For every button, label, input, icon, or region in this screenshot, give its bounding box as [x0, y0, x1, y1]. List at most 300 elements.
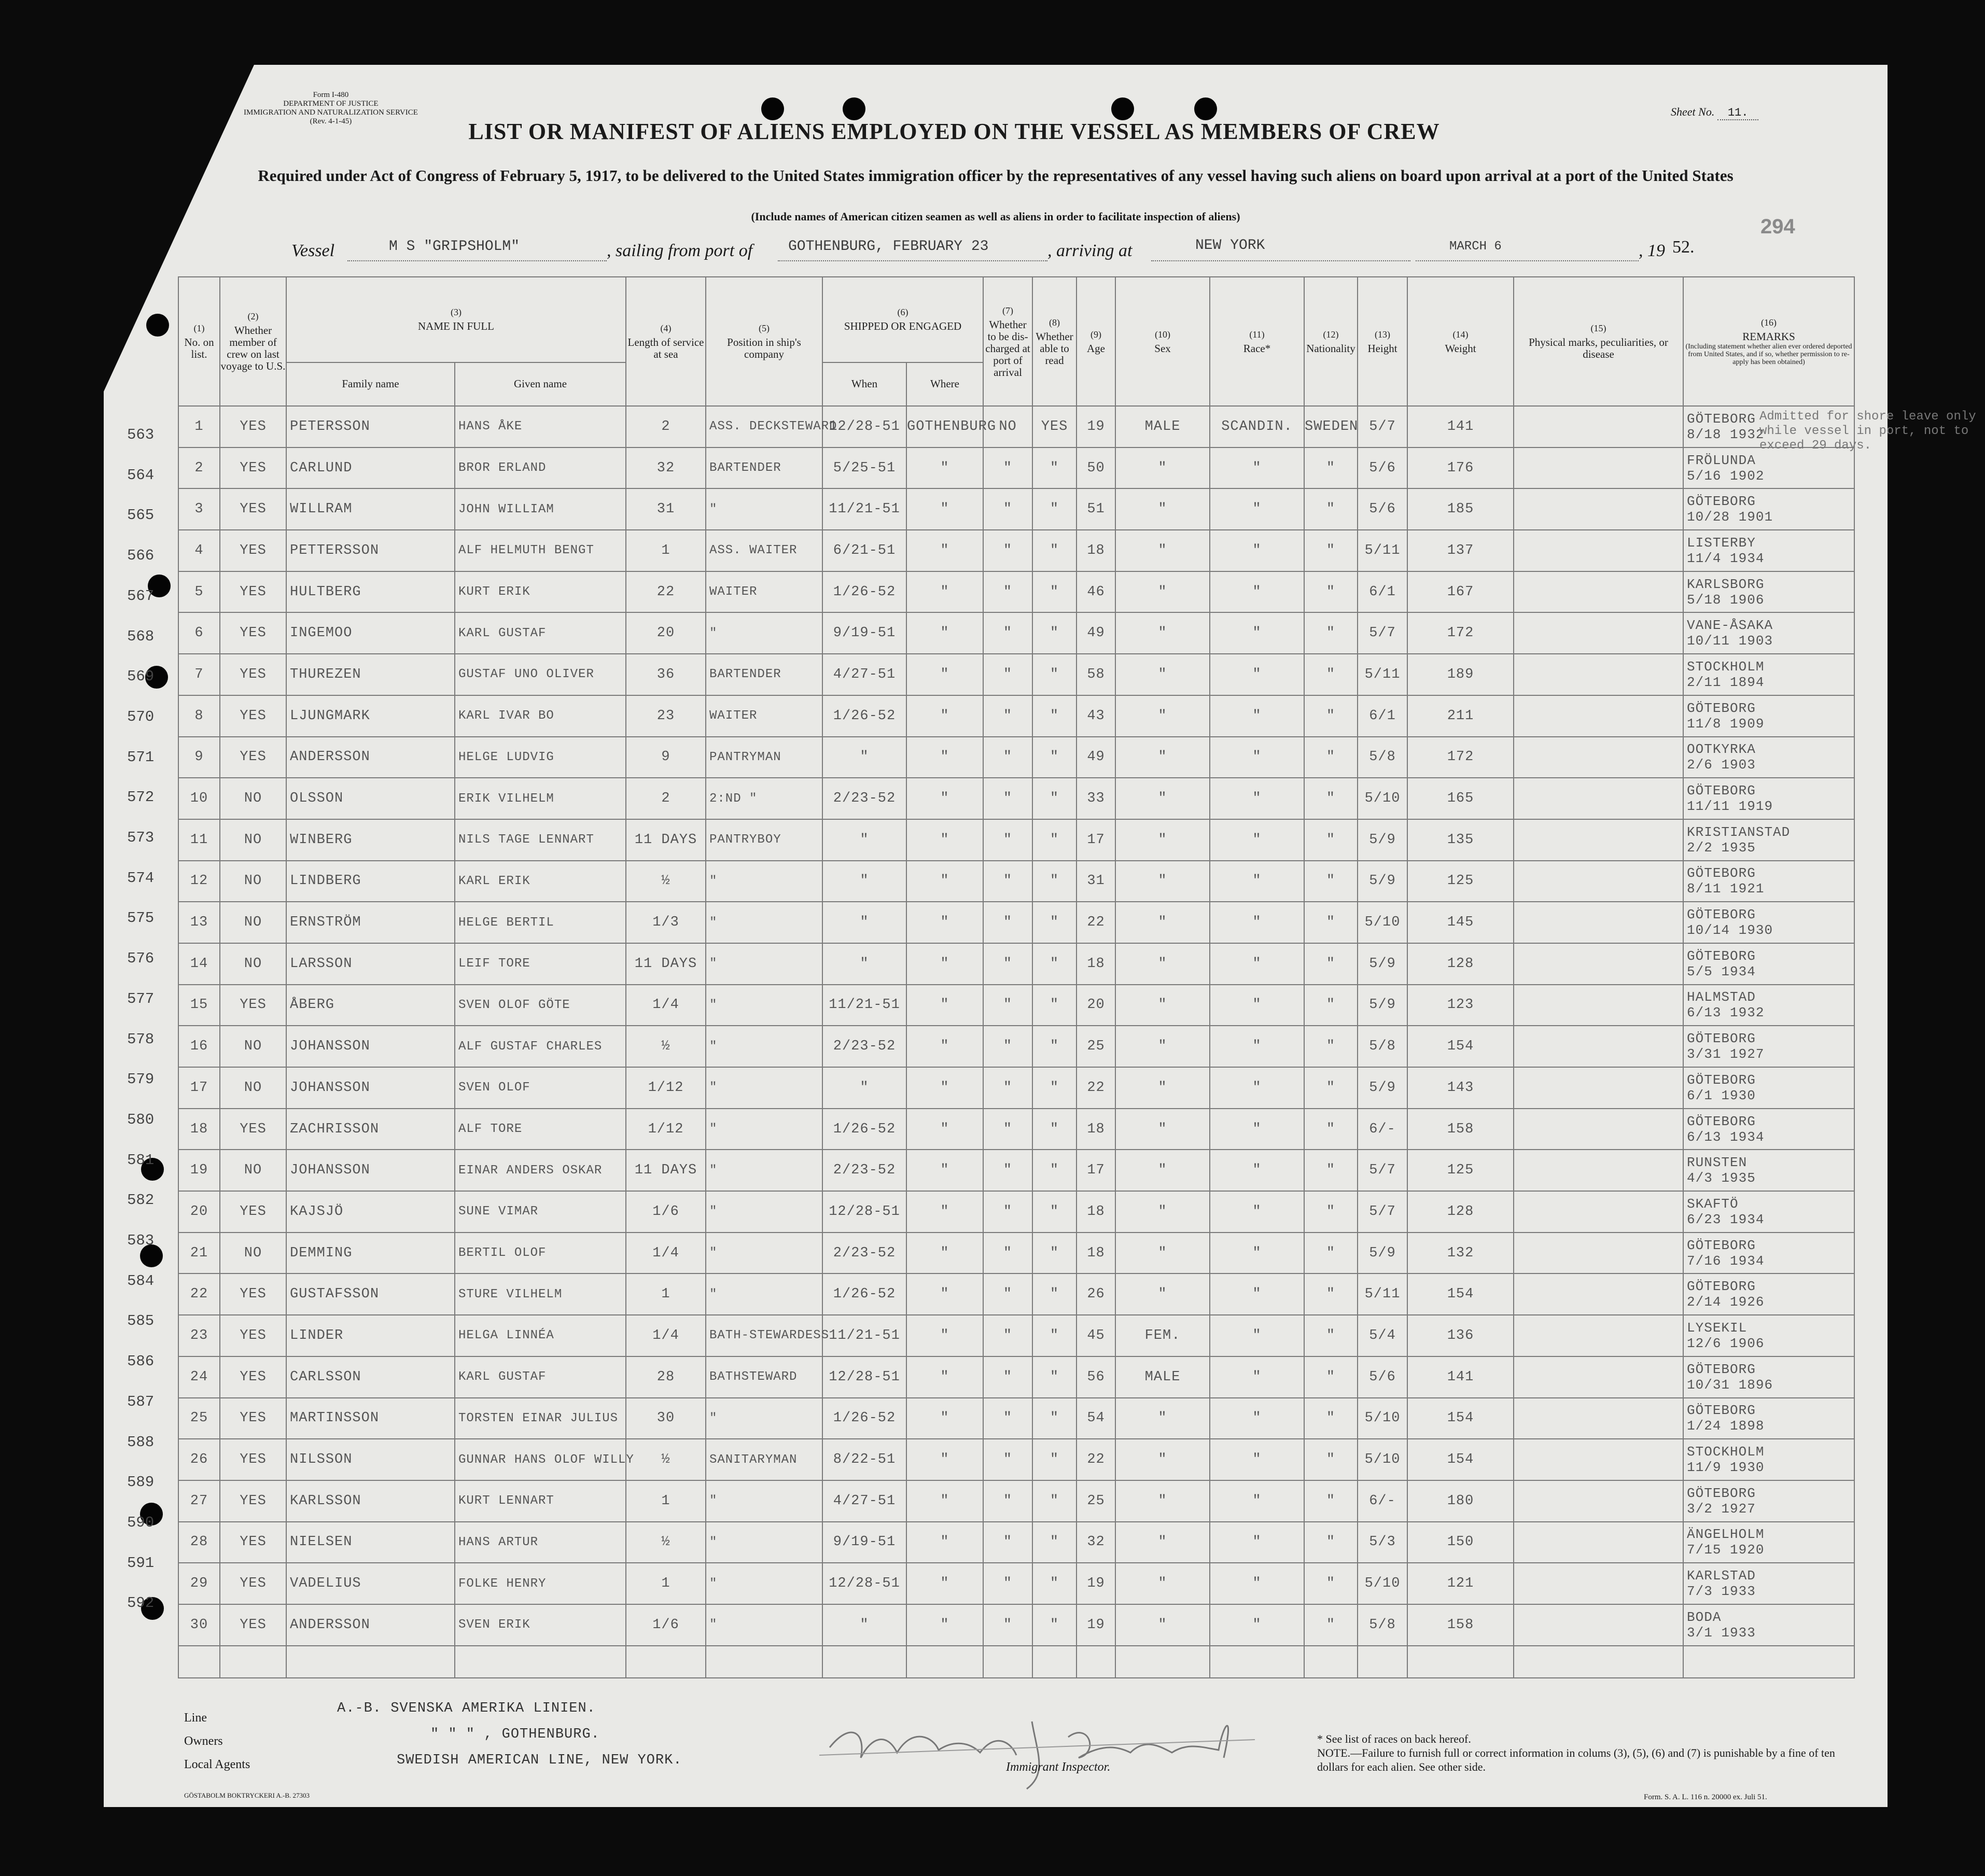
remarks-birthplace: GÖTEBORG [1687, 907, 1756, 923]
cell-when: 2/23-52 [822, 1233, 906, 1274]
cell-blank [455, 1646, 626, 1678]
cell-given: EINAR ANDERS OSKAR [455, 1150, 626, 1191]
cell-read: " [1032, 530, 1077, 571]
cell-race: " [1210, 1315, 1304, 1356]
remarks-birthplace: OOTKYRKA [1687, 741, 1756, 758]
cell-family: ÅBERG [286, 985, 455, 1026]
cell-position: SANITARYMAN [706, 1439, 822, 1480]
cell-sex: MALE [1115, 1356, 1210, 1398]
cell-blank [1077, 1646, 1115, 1678]
page-subtitle: Required under Act of Congress of February 5, 1917, to be delivered to the United States immigration officer by the representatives of any vessel having such aliens on board upon arrival at a port of the United States [258, 166, 1734, 185]
cell-remarks [1683, 612, 1854, 654]
cell-race: " [1210, 1273, 1304, 1315]
cell-sex: " [1115, 654, 1210, 695]
row-stamp-number: 586 [127, 1353, 155, 1370]
remarks-birthplace: KRISTIANSTAD [1687, 824, 1791, 840]
remarks-birthplace: GÖTEBORG [1687, 1072, 1756, 1088]
cell-given: ALF GUSTAF CHARLES [455, 1026, 626, 1067]
cell-family: JOHANSSON [286, 1026, 455, 1067]
cell-weight: 176 [1407, 447, 1514, 489]
cell-given: GUSTAF UNO OLIVER [455, 654, 626, 695]
remarks-birthplace: GÖTEBORG [1687, 865, 1756, 881]
cell-age: 19 [1077, 1604, 1115, 1646]
cell-yes: NO [220, 1067, 286, 1109]
cell-remarks [1683, 1233, 1854, 1274]
row-stamp-number: 574 [127, 869, 155, 887]
row-stamp-number: 578 [127, 1030, 155, 1048]
cell-height: 5/9 [1358, 819, 1407, 861]
cell-nat: " [1304, 1067, 1358, 1109]
remarks-birthdate: 6/1 1930 [1687, 1087, 1756, 1103]
cell-height: 5/7 [1358, 1150, 1407, 1191]
cell-sex: " [1115, 1150, 1210, 1191]
cell-disch: NO [983, 406, 1032, 447]
cell-family: DEMMING [286, 1233, 455, 1274]
sheet-number-value: 11. [1717, 106, 1759, 120]
cell-weight: 180 [1407, 1480, 1514, 1522]
table-row [178, 695, 1854, 737]
cell-read: " [1032, 612, 1077, 654]
cell-yes: YES [220, 488, 286, 530]
cell-age: 54 [1077, 1398, 1115, 1439]
cell-length: 1/4 [626, 1315, 706, 1356]
cell-length: ½ [626, 861, 706, 902]
cell-weight: 128 [1407, 943, 1514, 985]
cell-family: JOHANSSON [286, 1067, 455, 1109]
cell-where: " [906, 1563, 983, 1604]
cell-race: " [1210, 985, 1304, 1026]
cell-nat: " [1304, 695, 1358, 737]
table-row [178, 1233, 1854, 1274]
owners-label: Owners [184, 1734, 223, 1748]
cell-given: HELGA LINNÉA [455, 1315, 626, 1356]
cell-age: 17 [1077, 819, 1115, 861]
cell-read: " [1032, 943, 1077, 985]
cell-sex: " [1115, 737, 1210, 778]
cell-physical-marks [1514, 1398, 1683, 1439]
cell-weight: 158 [1407, 1109, 1514, 1150]
footer-notes: * See list of races on back hereof. NOTE.—Failure to furnish full or correct information in colums (3), (5), (6) and (7) is punishable by a fine of ten dollars for each alien. See other side. [1317, 1732, 1835, 1773]
cell-height: 5/11 [1358, 654, 1407, 695]
cell-age: 49 [1077, 612, 1115, 654]
header-family-name: Family name [286, 362, 455, 406]
inspector-signature [809, 1690, 1265, 1794]
cell-height: 5/8 [1358, 737, 1407, 778]
remarks-birthdate: 7/16 1934 [1687, 1253, 1765, 1269]
cell-nat: " [1304, 1026, 1358, 1067]
cell-where: " [906, 1109, 983, 1150]
row-stamp-number: 584 [127, 1272, 155, 1290]
cell-position: BATH-STEWARDESS [706, 1315, 822, 1356]
cell-physical-marks [1514, 488, 1683, 530]
cell-sex: " [1115, 1563, 1210, 1604]
header-height: (13) Height [1358, 277, 1407, 406]
row-stamp-number: 579 [127, 1071, 155, 1088]
cell-sex: FEM. [1115, 1315, 1210, 1356]
cell-nat: " [1304, 1480, 1358, 1522]
cell-no: 23 [178, 1315, 220, 1356]
cell-read: " [1032, 1439, 1077, 1480]
cell-length: 1/6 [626, 1604, 706, 1646]
header-position: (5) Position in ship's company [706, 277, 822, 406]
cell-position: " [706, 488, 822, 530]
cell-yes: YES [220, 695, 286, 737]
cell-position: PANTRYBOY [706, 819, 822, 861]
cell-where: " [906, 819, 983, 861]
cell-length: 1/3 [626, 902, 706, 943]
cell-family: ANDERSSON [286, 737, 455, 778]
cell-when: 12/28-51 [822, 1356, 906, 1398]
cell-disch: " [983, 1067, 1032, 1109]
cell-no: 13 [178, 902, 220, 943]
cell-remarks [1683, 861, 1854, 902]
cell-nat: " [1304, 778, 1358, 819]
cell-where: " [906, 654, 983, 695]
cell-weight: 137 [1407, 530, 1514, 571]
remarks-birthplace: FRÖLUNDA [1687, 452, 1756, 468]
cell-sex: " [1115, 1398, 1210, 1439]
remarks-birthdate: 6/13 1934 [1687, 1129, 1765, 1145]
cell-blank [626, 1646, 706, 1678]
remarks-birthdate: 10/14 1930 [1687, 922, 1773, 939]
cell-when: 2/23-52 [822, 1026, 906, 1067]
cell-when: 4/27-51 [822, 654, 906, 695]
cell-nat: " [1304, 902, 1358, 943]
cell-where: " [906, 902, 983, 943]
cell-nat: " [1304, 488, 1358, 530]
row-stamp-number: 569 [127, 668, 155, 685]
cell-length: 20 [626, 612, 706, 654]
cell-height: 5/8 [1358, 1026, 1407, 1067]
cell-race: " [1210, 654, 1304, 695]
cell-no: 8 [178, 695, 220, 737]
cell-family: PETERSSON [286, 406, 455, 447]
cell-given: JOHN WILLIAM [455, 488, 626, 530]
cell-sex: " [1115, 1439, 1210, 1480]
cell-weight: 165 [1407, 778, 1514, 819]
cell-family: KAJSJÖ [286, 1191, 455, 1233]
cell-given: KURT ERIK [455, 571, 626, 613]
cell-age: 49 [1077, 737, 1115, 778]
form-identifier: Form I-480 DEPARTMENT OF JUSTICE IMMIGRATION AND NATURALIZATION SERVICE (Rev. 4-1-45) [244, 91, 418, 125]
cell-age: 20 [1077, 985, 1115, 1026]
cell-remarks [1683, 1563, 1854, 1604]
cell-position: " [706, 1150, 822, 1191]
cell-weight: 145 [1407, 902, 1514, 943]
cell-blank [983, 1646, 1032, 1678]
cell-family: INGEMOO [286, 612, 455, 654]
cell-given: ALF TORE [455, 1109, 626, 1150]
cell-weight: 154 [1407, 1439, 1514, 1480]
cell-disch: " [983, 1150, 1032, 1191]
cell-length: 1 [626, 1273, 706, 1315]
cell-age: 22 [1077, 1439, 1115, 1480]
cell-weight: 136 [1407, 1315, 1514, 1356]
cell-position: " [706, 985, 822, 1026]
remarks-birthdate: 2/11 1894 [1687, 674, 1765, 690]
row-stamp-number: 576 [127, 950, 155, 968]
cell-race: " [1210, 530, 1304, 571]
cell-nat: " [1304, 1398, 1358, 1439]
cell-position: BATHSTEWARD [706, 1356, 822, 1398]
cell-remarks [1683, 1522, 1854, 1563]
cell-height: 5/9 [1358, 943, 1407, 985]
punch-hole [843, 97, 865, 120]
cell-no: 6 [178, 612, 220, 654]
cell-nat: " [1304, 1604, 1358, 1646]
cell-no: 15 [178, 985, 220, 1026]
cell-position: " [706, 1067, 822, 1109]
cell-yes: YES [220, 1398, 286, 1439]
cell-yes: NO [220, 778, 286, 819]
cell-age: 56 [1077, 1356, 1115, 1398]
cell-disch: " [983, 1315, 1032, 1356]
cell-blank [286, 1646, 455, 1678]
cell-height: 5/8 [1358, 1604, 1407, 1646]
cell-age: 18 [1077, 530, 1115, 571]
cell-yes: NO [220, 861, 286, 902]
cell-family: KARLSSON [286, 1480, 455, 1522]
cell-where: " [906, 571, 983, 613]
owners-value: " " " , GOTHENBURG. [430, 1727, 600, 1742]
cell-nat: " [1304, 1191, 1358, 1233]
cell-yes: YES [220, 1315, 286, 1356]
cell-no: 20 [178, 1191, 220, 1233]
cell-weight: 189 [1407, 654, 1514, 695]
cell-length: 22 [626, 571, 706, 613]
cell-where: " [906, 1273, 983, 1315]
cell-remarks [1683, 1315, 1854, 1356]
cell-sex: " [1115, 902, 1210, 943]
cell-no: 5 [178, 571, 220, 613]
cell-position: BARTENDER [706, 654, 822, 695]
cell-no: 22 [178, 1273, 220, 1315]
table-row [178, 1273, 1854, 1315]
cell-height: 5/9 [1358, 861, 1407, 902]
cell-height: 5/6 [1358, 447, 1407, 489]
cell-physical-marks [1514, 571, 1683, 613]
cell-age: 22 [1077, 902, 1115, 943]
remarks-birthplace: STOCKHOLM [1687, 659, 1765, 675]
header-nationality: (12) Nationality [1304, 277, 1358, 406]
cell-disch: " [983, 1191, 1032, 1233]
cell-nat: " [1304, 819, 1358, 861]
cell-age: 26 [1077, 1273, 1115, 1315]
cell-when: " [822, 943, 906, 985]
cell-weight: 154 [1407, 1273, 1514, 1315]
cell-position: " [706, 1233, 822, 1274]
cell-weight: 172 [1407, 612, 1514, 654]
cell-no: 1 [178, 406, 220, 447]
row-stamp-number: 572 [127, 789, 155, 806]
cell-when: 1/26-52 [822, 1273, 906, 1315]
cell-remarks [1683, 695, 1854, 737]
cell-nat: " [1304, 1522, 1358, 1563]
cell-nat: " [1304, 1109, 1358, 1150]
cell-when: 11/21-51 [822, 985, 906, 1026]
remarks-birthdate: 12/6 1906 [1687, 1335, 1765, 1351]
row-stamp-number: 585 [127, 1312, 155, 1330]
cell-disch: " [983, 1026, 1032, 1067]
cell-yes: YES [220, 1439, 286, 1480]
cell-length: 1/6 [626, 1191, 706, 1233]
cell-read: " [1032, 778, 1077, 819]
cell-race: " [1210, 1026, 1304, 1067]
cell-family: LINDBERG [286, 861, 455, 902]
cell-nat: " [1304, 1563, 1358, 1604]
cell-given: SVEN OLOF [455, 1067, 626, 1109]
table-row [178, 1191, 1854, 1233]
cell-when: 9/19-51 [822, 612, 906, 654]
cell-read: " [1032, 1522, 1077, 1563]
cell-race: " [1210, 1109, 1304, 1150]
cell-age: 25 [1077, 1026, 1115, 1067]
cell-nat: " [1304, 530, 1358, 571]
line-label: Line [184, 1711, 207, 1725]
cell-blank [1032, 1646, 1077, 1678]
cell-when: 5/25-51 [822, 447, 906, 489]
local-agents-label: Local Agents [184, 1758, 250, 1771]
cell-weight: 158 [1407, 1604, 1514, 1646]
header-shipped-when: When [822, 362, 906, 406]
cell-weight: 185 [1407, 488, 1514, 530]
cell-position: " [706, 1480, 822, 1522]
table-row [178, 1315, 1854, 1356]
arrival-date: MARCH 6 [1449, 240, 1502, 254]
cell-remarks [1683, 1398, 1854, 1439]
cell-where: " [906, 985, 983, 1026]
cell-yes: NO [220, 1150, 286, 1191]
cell-no: 14 [178, 943, 220, 985]
cell-where: " [906, 1150, 983, 1191]
row-stamp-number: 575 [127, 909, 155, 927]
cell-disch: " [983, 1480, 1032, 1522]
cell-where: " [906, 778, 983, 819]
cell-blank [906, 1646, 983, 1678]
cell-physical-marks [1514, 943, 1683, 985]
cell-height: 5/9 [1358, 1067, 1407, 1109]
cell-when: " [822, 902, 906, 943]
remarks-birthplace: LYSEKIL [1687, 1320, 1748, 1336]
cell-disch: " [983, 1356, 1032, 1398]
cell-nat: " [1304, 1356, 1358, 1398]
cell-family: WINBERG [286, 819, 455, 861]
cell-race: " [1210, 737, 1304, 778]
inspector-action-note: Admitted for shore leave only while vessel in port, not to exceed 29 days. [1759, 410, 1976, 453]
cell-position: PANTRYMAN [706, 737, 822, 778]
cell-read: " [1032, 902, 1077, 943]
table-row [178, 530, 1854, 571]
cell-length: 32 [626, 447, 706, 489]
cell-given: LEIF TORE [455, 943, 626, 985]
cell-where: " [906, 1604, 983, 1646]
cell-weight: 128 [1407, 1191, 1514, 1233]
cell-family: PETTERSSON [286, 530, 455, 571]
table-row [178, 1109, 1854, 1150]
cell-race: " [1210, 612, 1304, 654]
header-weight: (14) Weight [1407, 277, 1514, 406]
remarks-birthplace: GÖTEBORG [1687, 783, 1756, 799]
cell-weight: 154 [1407, 1398, 1514, 1439]
remarks-birthdate: 11/9 1930 [1687, 1460, 1765, 1476]
table-row [178, 985, 1854, 1026]
cell-when: 1/26-52 [822, 571, 906, 613]
cell-nat: " [1304, 654, 1358, 695]
cell-physical-marks [1514, 654, 1683, 695]
cell-length: 11 DAYS [626, 1150, 706, 1191]
cell-where: " [906, 1398, 983, 1439]
remarks-birthplace: GÖTEBORG [1687, 1279, 1756, 1295]
cell-when: 6/21-51 [822, 530, 906, 571]
cell-physical-marks [1514, 1109, 1683, 1150]
cell-read: " [1032, 1067, 1077, 1109]
table-row [178, 902, 1854, 943]
cell-physical-marks [1514, 612, 1683, 654]
cell-given: NILS TAGE LENNART [455, 819, 626, 861]
cell-yes: YES [220, 1522, 286, 1563]
cell-yes: YES [220, 1480, 286, 1522]
cell-race: " [1210, 861, 1304, 902]
cell-read: " [1032, 447, 1077, 489]
cell-sex: " [1115, 943, 1210, 985]
cell-blank [1304, 1646, 1358, 1678]
crew-rows [178, 406, 1854, 1678]
cell-race: " [1210, 819, 1304, 861]
cell-height: 5/6 [1358, 1356, 1407, 1398]
cell-given: HANS ARTUR [455, 1522, 626, 1563]
cell-when: 12/28-51 [822, 1191, 906, 1233]
cell-read: " [1032, 488, 1077, 530]
header-able-to-read: (8) Whether able to read [1032, 277, 1077, 406]
cell-read: " [1032, 1191, 1077, 1233]
cell-physical-marks [1514, 1067, 1683, 1109]
row-stamp-number: 577 [127, 990, 155, 1007]
cell-race: " [1210, 1150, 1304, 1191]
cell-position: " [706, 1398, 822, 1439]
cell-physical-marks [1514, 1233, 1683, 1274]
page-subtitle-note: (Include names of American citizen seamen as well as aliens in order to facilitate inspection of aliens) [751, 210, 1240, 223]
cell-no: 28 [178, 1522, 220, 1563]
cell-physical-marks [1514, 1191, 1683, 1233]
cell-given: KARL IVAR BO [455, 695, 626, 737]
row-stamp-number: 571 [127, 748, 155, 766]
cell-no: 24 [178, 1356, 220, 1398]
table-row [178, 819, 1854, 861]
punch-hole [1111, 97, 1134, 120]
cell-height: 5/10 [1358, 902, 1407, 943]
row-stamp-number: 580 [127, 1111, 155, 1128]
cell-height: 5/10 [1358, 1439, 1407, 1480]
remarks-birthplace: GÖTEBORG [1687, 1113, 1756, 1129]
cell-nat: " [1304, 571, 1358, 613]
row-stamp-number: 591 [127, 1554, 155, 1572]
cell-nat: " [1304, 737, 1358, 778]
sailing-port: GOTHENBURG, FEBRUARY 23 [788, 239, 989, 255]
cell-sex: " [1115, 1026, 1210, 1067]
cell-age: 43 [1077, 695, 1115, 737]
cell-read: " [1032, 571, 1077, 613]
cell-height: 6/1 [1358, 695, 1407, 737]
cell-yes: NO [220, 1233, 286, 1274]
table-row [178, 1563, 1854, 1604]
table-row-blank [178, 1646, 1854, 1678]
cell-no: 25 [178, 1398, 220, 1439]
cell-weight: 150 [1407, 1522, 1514, 1563]
cell-disch: " [983, 1273, 1032, 1315]
cell-height: 6/- [1358, 1109, 1407, 1150]
cell-disch: " [983, 1233, 1032, 1274]
cell-family: NIELSEN [286, 1522, 455, 1563]
